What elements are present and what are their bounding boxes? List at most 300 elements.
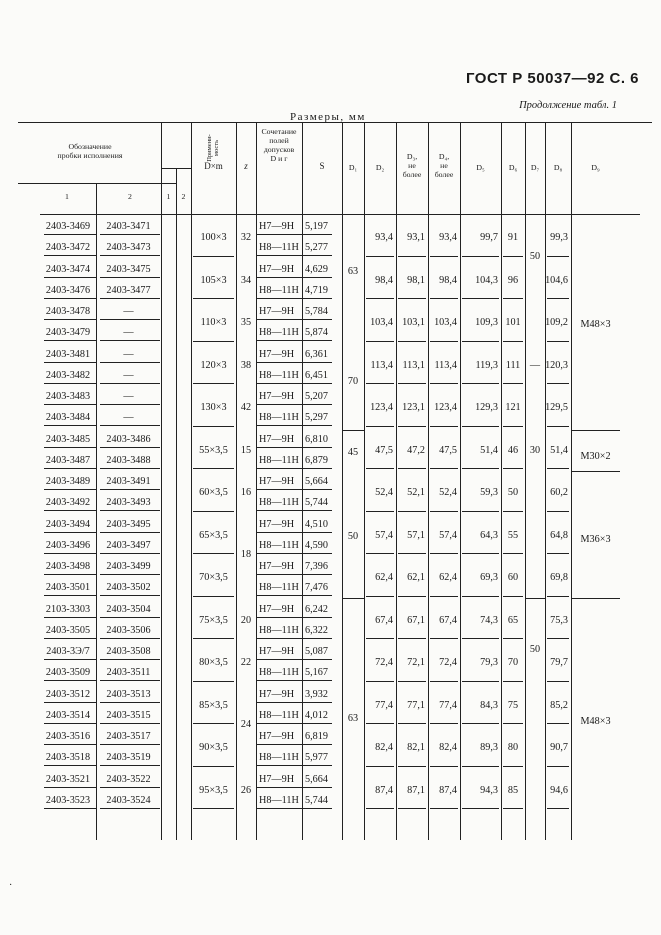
value-d2: 72,4 <box>375 657 393 669</box>
value-d5: 99,7 <box>480 232 498 244</box>
value-d4: 77,4 <box>439 699 457 711</box>
value-z: 38 <box>240 359 252 371</box>
value-d2: 93,4 <box>375 232 393 244</box>
group-underline <box>430 256 458 257</box>
row-underline <box>44 638 96 639</box>
fit-combination: H7—9H <box>259 773 295 785</box>
value-d2: 98,4 <box>375 274 393 286</box>
row-underline <box>100 723 160 724</box>
row-underline <box>44 383 96 384</box>
value-s: 5,664 <box>305 773 328 785</box>
designation-v1: 2403-3478 <box>45 306 91 317</box>
row-underline <box>100 532 160 533</box>
group-underline <box>547 383 569 384</box>
value-d6: 121 <box>505 402 521 414</box>
value-d7-span: 50 <box>529 251 541 262</box>
value-d3: 77,1 <box>407 699 425 711</box>
value-d5: 64,3 <box>480 529 498 541</box>
value-s: 6,322 <box>305 624 328 636</box>
designation-v2: 2403-3499 <box>106 561 151 572</box>
row-underline <box>100 340 160 341</box>
group-underline <box>547 596 569 597</box>
fit-combination: H8—11H <box>259 242 299 254</box>
header-d9: D₉ <box>591 163 600 172</box>
value-s: 5,297 <box>305 412 328 424</box>
value-z: 32 <box>240 232 252 244</box>
value-d6: 46 <box>507 444 519 456</box>
group-underline <box>462 341 499 342</box>
value-d6: 85 <box>507 784 519 796</box>
value-d3: 93,1 <box>407 232 425 244</box>
group-underline <box>547 468 569 469</box>
value-d5: 69,3 <box>480 572 498 584</box>
group-underline <box>547 553 569 554</box>
value-s: 7,396 <box>305 561 328 572</box>
designation-v1: 2403-3Э/7 <box>46 646 90 657</box>
value-d5: 89,3 <box>480 742 498 754</box>
row-underline <box>44 468 96 469</box>
designation-v1: 2403-3494 <box>45 518 91 530</box>
designation-v2: — <box>123 306 134 317</box>
row-underline <box>100 510 160 511</box>
value-s: 4,719 <box>305 284 328 296</box>
value-d6: 111 <box>505 359 521 371</box>
designation-v2: — <box>123 391 134 402</box>
value-d6: 70 <box>507 657 519 669</box>
value-d9-span: M36×3 <box>580 534 611 545</box>
group-underline <box>547 808 569 809</box>
value-d7-span: 50 <box>529 644 541 655</box>
value-d2: 47,5 <box>375 444 393 456</box>
dimensions-note: Размеры, мм <box>290 111 366 123</box>
group-underline <box>430 596 458 597</box>
group-underline <box>398 766 426 767</box>
header-d3: D₃, не более <box>402 152 422 179</box>
header-sub-1: 1 <box>166 192 171 201</box>
column-rule <box>428 122 429 840</box>
group-underline <box>503 468 523 469</box>
designation-v1: 2403-3481 <box>45 348 91 360</box>
value-s: 7,476 <box>305 582 328 594</box>
fit-combination: H7—9H <box>259 391 295 402</box>
designation-v2: 2403-3511 <box>106 667 151 679</box>
group-underline <box>366 298 394 299</box>
group-underline <box>430 553 458 554</box>
group-underline <box>503 681 523 682</box>
value-d6: 101 <box>505 317 521 329</box>
row-underline <box>100 383 160 384</box>
column-rule <box>525 122 526 840</box>
designation-v1: 2403-3479 <box>45 327 91 339</box>
value-d6: 80 <box>507 742 519 754</box>
value-d5: 94,3 <box>480 784 498 796</box>
designation-v1: 2403-3487 <box>45 454 91 466</box>
group-underline <box>193 341 234 342</box>
value-d3: 52,1 <box>407 487 425 499</box>
group-underline <box>430 681 458 682</box>
value-d8: 64,8 <box>550 529 568 541</box>
group-underline <box>398 808 426 809</box>
column-rule <box>545 122 546 840</box>
designation-v1: 2403-3521 <box>45 773 91 785</box>
span-rule <box>342 598 364 599</box>
row-underline <box>100 447 160 448</box>
group-underline <box>462 808 499 809</box>
value-s: 4,510 <box>305 518 328 530</box>
value-d5: 119,3 <box>475 359 498 371</box>
value-d4: 82,4 <box>439 742 457 754</box>
row-underline <box>100 659 160 660</box>
header-s: S <box>319 161 325 171</box>
span-rule <box>342 430 364 431</box>
value-z-span: 24 <box>240 719 252 730</box>
row-underline <box>44 723 96 724</box>
value-s: 6,242 <box>305 603 328 615</box>
value-d4: 93,4 <box>439 232 457 244</box>
value-z: 16 <box>240 487 252 499</box>
row-underline <box>100 255 160 256</box>
fit-combination: H7—9H <box>259 731 295 742</box>
group-underline <box>430 426 458 427</box>
fit-combination: H7—9H <box>259 348 295 360</box>
row-underline <box>100 404 160 405</box>
span-rule <box>571 430 620 431</box>
value-d2: 62,4 <box>375 572 393 584</box>
value-d4: 62,4 <box>439 572 457 584</box>
value-dxm: 65×3,5 <box>199 529 228 541</box>
value-d8: 109,2 <box>545 317 568 329</box>
value-d4: 87,4 <box>439 784 457 796</box>
column-rule <box>364 122 365 840</box>
fit-combination: H7—9H <box>259 518 295 530</box>
row-underline <box>302 298 332 299</box>
fit-combination: H8—11H <box>259 284 299 296</box>
value-d4: 67,4 <box>439 614 457 626</box>
group-underline <box>398 341 426 342</box>
group-underline <box>398 511 426 512</box>
designation-v2: 2403-3486 <box>106 433 151 445</box>
value-z-span: 18 <box>240 549 252 560</box>
value-d8: 99,3 <box>550 232 568 244</box>
value-s: 5,167 <box>305 667 328 679</box>
value-s: 5,744 <box>305 794 328 806</box>
value-d1-span: 63 <box>347 713 359 724</box>
value-s: 5,277 <box>305 242 328 254</box>
header-col-1: 1 <box>65 192 69 201</box>
row-underline <box>302 340 332 341</box>
row-underline <box>256 298 302 299</box>
row-underline <box>256 340 302 341</box>
group-underline <box>462 553 499 554</box>
value-s: 5,087 <box>305 646 328 657</box>
group-underline <box>462 383 499 384</box>
column-rule <box>342 122 343 840</box>
header-designation-divider <box>18 183 176 184</box>
designation-v2: 2403-3522 <box>106 773 151 785</box>
value-d3: 103,1 <box>402 317 425 329</box>
fit-combination: H7—9H <box>259 306 295 317</box>
group-underline <box>503 766 523 767</box>
row-underline <box>44 234 96 235</box>
group-underline <box>366 766 394 767</box>
group-underline <box>193 256 234 257</box>
value-d4: 113,4 <box>434 359 457 371</box>
row-underline <box>256 255 302 256</box>
row-underline <box>302 425 332 426</box>
row-underline <box>44 553 96 554</box>
designation-v1: 2403-3482 <box>45 369 91 381</box>
fit-combination: H8—11H <box>259 794 299 806</box>
value-s: 5,664 <box>305 476 328 487</box>
value-d4: 72,4 <box>439 657 457 669</box>
value-d9-span: M48×3 <box>580 716 611 727</box>
value-d8: 79,7 <box>550 657 568 669</box>
fit-combination: H8—11H <box>259 369 299 381</box>
designation-v2: 2403-3495 <box>106 518 151 530</box>
group-underline <box>462 298 499 299</box>
designation-v2: 2403-3471 <box>106 221 151 232</box>
group-underline <box>462 766 499 767</box>
designation-v2: 2403-3519 <box>106 752 151 764</box>
value-d5: 74,3 <box>480 614 498 626</box>
designation-v2: 2403-3473 <box>106 242 151 254</box>
value-d4: 57,4 <box>439 529 457 541</box>
row-underline <box>302 765 332 766</box>
value-d1-span: 63 <box>347 266 359 277</box>
designation-v1: 2403-3474 <box>45 263 91 275</box>
value-d3: 62,1 <box>407 572 425 584</box>
header-fit-combination: Сочетание полей допусков D и г <box>261 127 297 163</box>
row-underline <box>44 255 96 256</box>
group-underline <box>430 383 458 384</box>
row-underline <box>44 595 96 596</box>
value-s: 5,744 <box>305 497 328 509</box>
row-underline <box>44 447 96 448</box>
designation-v2: 2403-3502 <box>106 582 151 594</box>
group-underline <box>503 808 523 809</box>
row-underline <box>44 744 96 745</box>
group-underline <box>462 511 499 512</box>
value-d2: 87,4 <box>375 784 393 796</box>
value-d3: 57,1 <box>407 529 425 541</box>
group-underline <box>547 341 569 342</box>
designation-v1: 2403-3485 <box>45 433 91 445</box>
row-underline <box>256 468 302 469</box>
value-dxm: 55×3,5 <box>199 444 228 456</box>
row-underline <box>100 234 160 235</box>
value-d3: 98,1 <box>407 274 425 286</box>
value-d5: 79,3 <box>480 657 498 669</box>
row-underline <box>256 808 302 809</box>
row-underline <box>44 425 96 426</box>
group-underline <box>462 723 499 724</box>
designation-v1: 2403-3492 <box>45 497 91 509</box>
column-rule <box>571 122 572 840</box>
table-continuation: Продолжение табл. 1 <box>519 100 617 111</box>
group-underline <box>398 553 426 554</box>
span-rule <box>571 598 620 599</box>
value-dxm: 110×3 <box>200 317 227 329</box>
value-d9-span: M48×3 <box>580 319 611 330</box>
span-rule <box>525 598 545 599</box>
designation-v2: 2403-3491 <box>106 476 151 487</box>
row-underline <box>302 468 332 469</box>
designation-v1: 2403-3505 <box>45 624 91 636</box>
standard-number: ГОСТ Р 50037—92 С. 6 <box>466 70 640 87</box>
value-d6: 50 <box>507 487 519 499</box>
row-underline <box>100 638 160 639</box>
fit-combination: H7—9H <box>259 603 295 615</box>
table-top-rule <box>18 122 652 123</box>
value-d8: 69,8 <box>550 572 568 584</box>
group-underline <box>193 596 234 597</box>
designation-v2: 2403-3477 <box>106 284 151 296</box>
group-underline <box>503 426 523 427</box>
value-d4: 98,4 <box>439 274 457 286</box>
designation-v2: 2403-3475 <box>106 263 151 275</box>
group-underline <box>366 256 394 257</box>
designation-v1: 2103-3303 <box>45 603 91 615</box>
group-underline <box>366 468 394 469</box>
designation-v1: 2403-3512 <box>45 688 91 700</box>
value-d4: 52,4 <box>439 487 457 499</box>
group-underline <box>398 256 426 257</box>
group-underline <box>430 766 458 767</box>
value-d8: 90,7 <box>550 742 568 754</box>
value-d5: 129,3 <box>475 402 498 414</box>
group-underline <box>547 426 569 427</box>
row-underline <box>256 425 302 426</box>
value-z: 26 <box>240 784 252 796</box>
group-underline <box>193 298 234 299</box>
row-underline <box>100 595 160 596</box>
value-dxm: 100×3 <box>200 232 227 244</box>
fit-combination: H7—9H <box>259 433 295 445</box>
header-d5: D₅ <box>476 163 485 172</box>
value-d6: 55 <box>507 529 519 541</box>
row-underline <box>100 319 160 320</box>
group-underline <box>547 298 569 299</box>
designation-v2: — <box>123 369 134 381</box>
value-d2: 67,4 <box>375 614 393 626</box>
group-underline <box>503 511 523 512</box>
value-z: 34 <box>240 274 252 286</box>
column-rule <box>302 122 303 840</box>
row-underline <box>44 362 96 363</box>
group-underline <box>366 808 394 809</box>
value-d3: 72,1 <box>407 657 425 669</box>
group-underline <box>503 596 523 597</box>
fit-combination: H8—11H <box>259 667 299 679</box>
designation-v1: 2403-3496 <box>45 539 91 551</box>
value-s: 6,361 <box>305 348 328 360</box>
designation-v2: 2403-3508 <box>106 646 151 657</box>
value-d7: 30 <box>529 444 541 456</box>
designation-v2: 2403-3497 <box>106 539 151 551</box>
row-underline <box>100 298 160 299</box>
row-underline <box>100 617 160 618</box>
value-dxm: 90×3,5 <box>199 742 228 754</box>
value-d6: 65 <box>507 614 519 626</box>
designation-v1: 2403-3483 <box>45 391 91 402</box>
designation-v2: 2403-3513 <box>106 688 151 700</box>
row-underline <box>44 659 96 660</box>
designation-v1: 2403-3476 <box>45 284 91 296</box>
row-underline <box>44 489 96 490</box>
header-d8: D₈ <box>553 163 563 172</box>
value-d3: 113,1 <box>402 359 425 371</box>
value-dxm: 85×3,5 <box>199 699 228 711</box>
row-underline <box>44 702 96 703</box>
row-underline <box>256 680 302 681</box>
designation-v1: 2403-3516 <box>45 731 91 742</box>
row-underline <box>44 404 96 405</box>
value-d5: 104,3 <box>475 274 498 286</box>
group-underline <box>430 723 458 724</box>
row-underline <box>256 510 302 511</box>
fit-combination: H8—11H <box>259 412 299 424</box>
group-underline <box>547 638 569 639</box>
fit-combination: H7—9H <box>259 476 295 487</box>
group-underline <box>503 553 523 554</box>
header-bottom-rule <box>40 214 640 215</box>
row-underline <box>44 787 96 788</box>
row-underline <box>256 595 302 596</box>
row-underline <box>100 425 160 426</box>
value-d8: 129,5 <box>545 402 568 414</box>
header-d2: D₂ <box>375 163 385 172</box>
value-s: 6,879 <box>305 454 328 466</box>
value-s: 5,784 <box>305 306 328 317</box>
row-underline <box>302 680 332 681</box>
value-d8: 85,2 <box>550 699 568 711</box>
fit-combination: H7—9H <box>259 263 295 275</box>
value-d3: 123,1 <box>402 402 425 414</box>
row-underline <box>256 638 302 639</box>
group-underline <box>398 638 426 639</box>
designation-v2: 2403-3524 <box>106 794 151 806</box>
group-underline <box>503 723 523 724</box>
fit-combination: H7—9H <box>259 646 295 657</box>
value-d1-span: 45 <box>347 447 359 458</box>
scan-speck: · <box>9 880 13 891</box>
row-underline <box>302 595 332 596</box>
group-underline <box>366 511 394 512</box>
designation-v1: 2403-3472 <box>45 242 91 254</box>
value-dxm: 60×3,5 <box>199 487 228 499</box>
value-d8: 104,6 <box>545 274 568 286</box>
group-underline <box>462 596 499 597</box>
value-s: 4,629 <box>305 263 328 275</box>
value-s: 4,590 <box>305 539 328 551</box>
group-underline <box>462 681 499 682</box>
group-underline <box>462 468 499 469</box>
row-underline <box>44 617 96 618</box>
value-s: 5,197 <box>305 221 328 232</box>
group-underline <box>398 681 426 682</box>
header-d1: D₁ <box>348 163 358 172</box>
value-d2: 57,4 <box>375 529 393 541</box>
value-d8: 75,3 <box>550 614 568 626</box>
row-underline <box>44 574 96 575</box>
group-underline <box>193 638 234 639</box>
designation-v1: 2403-3489 <box>45 476 91 487</box>
value-s: 3,932 <box>305 688 328 700</box>
value-d6: 60 <box>507 572 519 584</box>
value-d5: 84,3 <box>480 699 498 711</box>
row-underline <box>44 765 96 766</box>
group-underline <box>430 511 458 512</box>
